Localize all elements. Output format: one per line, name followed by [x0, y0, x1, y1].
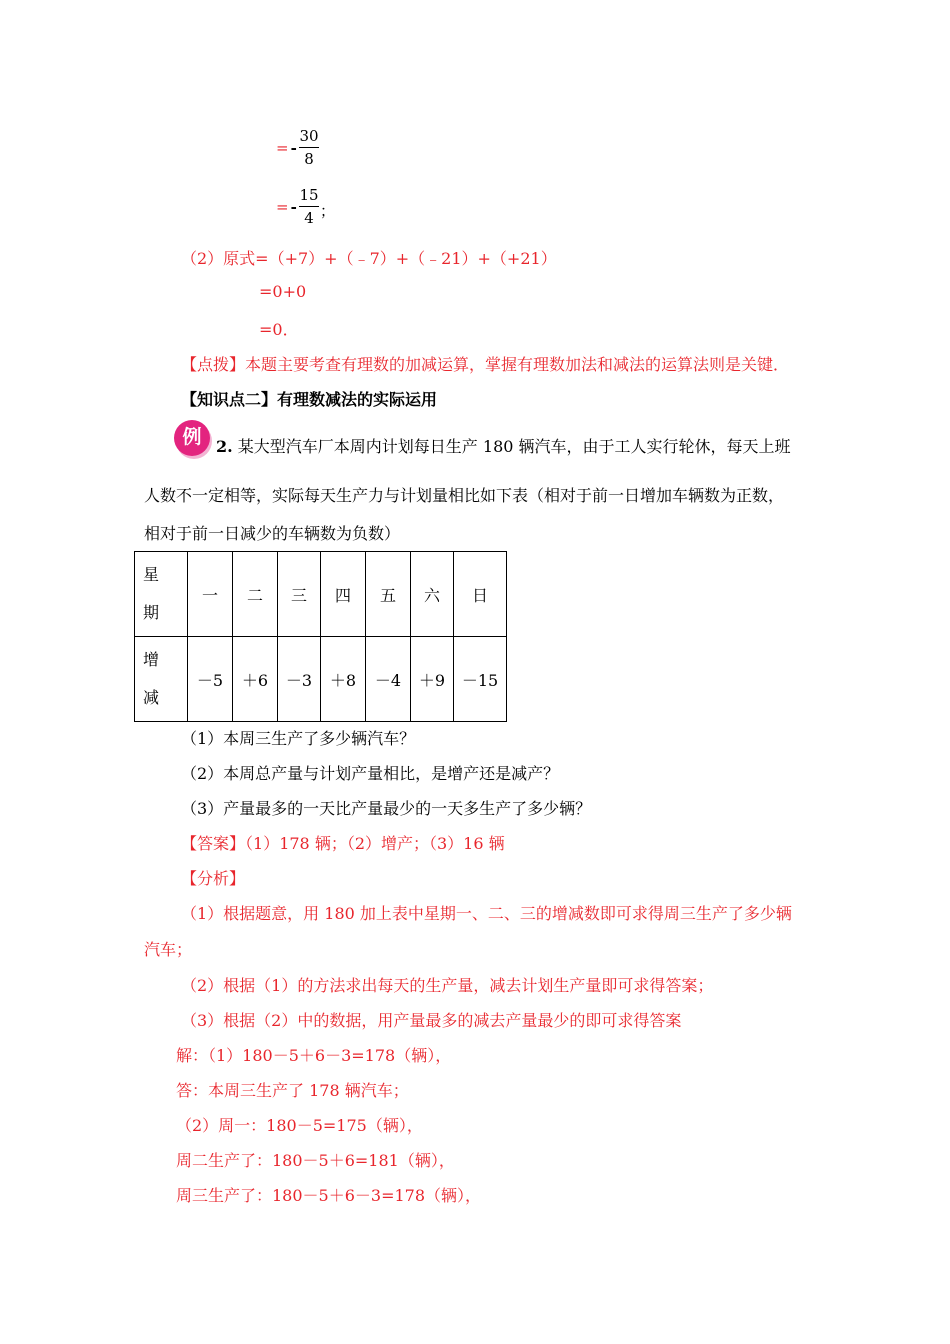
tip-text: 本题主要考查有理数的加减运算，掌握有理数加法和减法的运算法则是关键． [245, 355, 790, 374]
analysis-3: （3）根据（2）中的数据，用产量最多的减去产量最少的即可求得答案 [181, 1011, 682, 1030]
solution-3: （2）周一：180－5=175（辆）， [176, 1116, 423, 1135]
equals-sign: = [276, 139, 289, 157]
example-number: 2. [216, 437, 233, 456]
table-header-label [135, 552, 188, 637]
part2-line-2: =0+0 [259, 282, 307, 301]
analysis-1-line-2: 汽车； [144, 940, 193, 959]
fraction-denominator: 4 [304, 209, 314, 227]
fraction-bar [299, 147, 319, 148]
table-cell-day: 四 [321, 552, 366, 637]
table-cell-change: ＋6 [233, 637, 278, 722]
label-char: 减 [143, 688, 160, 707]
minus-sign: - [290, 198, 297, 216]
answer-text: （1）178 辆；（2）增产；（3）16 辆 [245, 834, 505, 853]
table-cell-day: 一 [188, 552, 233, 637]
fraction-numerator: 15 [299, 186, 319, 204]
minus-sign: - [290, 139, 297, 157]
table-cell-change: ＋9 [411, 637, 454, 722]
fraction-denominator: 8 [304, 150, 314, 168]
example-line-2: 人数不一定相等，实际每天生产力与计划量相比如下表（相对于前一日增加车辆数为正数， [144, 486, 785, 505]
example-line-3: 相对于前一日减少的车辆数为负数） [144, 524, 401, 543]
question-3: （3）产量最多的一天比产量最少的一天多生产了多少辆？ [181, 799, 592, 818]
fraction-numerator: 30 [299, 127, 319, 145]
production-table [134, 551, 507, 722]
table-row-changes [135, 637, 507, 722]
table-cell-change: －5 [188, 637, 233, 722]
section-title: 【知识点二】有理数减法的实际运用 [181, 390, 438, 409]
table-row-label [135, 637, 188, 722]
table-cell-day: 三 [278, 552, 321, 637]
table-cell-change: －4 [366, 637, 411, 722]
analysis-label: 【分析】 [181, 869, 246, 888]
equation-line-1 [276, 139, 297, 157]
answer-label: 【答案】 [181, 834, 246, 853]
label-char: 星 [143, 565, 160, 584]
solution-1: 解：（1）180－5＋6－3=178（辆）， [176, 1046, 452, 1065]
fraction-tail-punct: ； [320, 202, 336, 220]
table-cell-day: 日 [454, 552, 507, 637]
table-cell-day: 六 [411, 552, 454, 637]
table-cell-day: 二 [233, 552, 278, 637]
example-line-1 [216, 434, 791, 457]
tip-paragraph [181, 352, 789, 375]
analysis-1-line-1: （1）根据题意，用 180 加上表中星期一、二、三的增减数即可求得周三生产了多少辆 [181, 904, 792, 923]
solution-2: 答：本周三生产了 178 辆汽车； [176, 1081, 409, 1100]
table-cell-day: 五 [366, 552, 411, 637]
label-char: 增 [143, 650, 160, 669]
part2-line-3: =0． [259, 320, 299, 339]
table-row-days [135, 552, 507, 637]
fraction-15-4 [299, 185, 319, 228]
label-char: 期 [143, 603, 160, 622]
solution-4: 周二生产了：180－5＋6=181（辆）， [176, 1151, 455, 1170]
question-1: （1）本周三生产了多少辆汽车？ [181, 729, 416, 748]
tip-label: 【点拨】 [181, 355, 246, 374]
solution-5: 周三生产了：180－5＋6－3=178（辆）， [176, 1186, 482, 1205]
part2-line-1: （2）原式=（+7）+（﹣7）+（﹣21）+（+21） [181, 249, 557, 268]
equals-sign: = [276, 198, 289, 216]
example-badge-icon: 例 [174, 420, 210, 456]
example-text-1: 某大型汽车厂本周内计划每日生产 180 辆汽车，由于工人实行轮休，每天上班 [237, 437, 791, 456]
answer-line [181, 831, 505, 854]
fraction-bar [299, 206, 319, 207]
question-2: （2）本周总产量与计划产量相比，是增产还是减产？ [181, 764, 560, 783]
equation-line-2 [276, 198, 297, 216]
analysis-2: （2）根据（1）的方法求出每天的生产量，减去计划生产量即可求得答案； [181, 976, 714, 995]
fraction-30-8 [299, 126, 319, 169]
table-cell-change: ＋8 [321, 637, 366, 722]
table-cell-change: －3 [278, 637, 321, 722]
table-cell-change: －15 [454, 637, 507, 722]
